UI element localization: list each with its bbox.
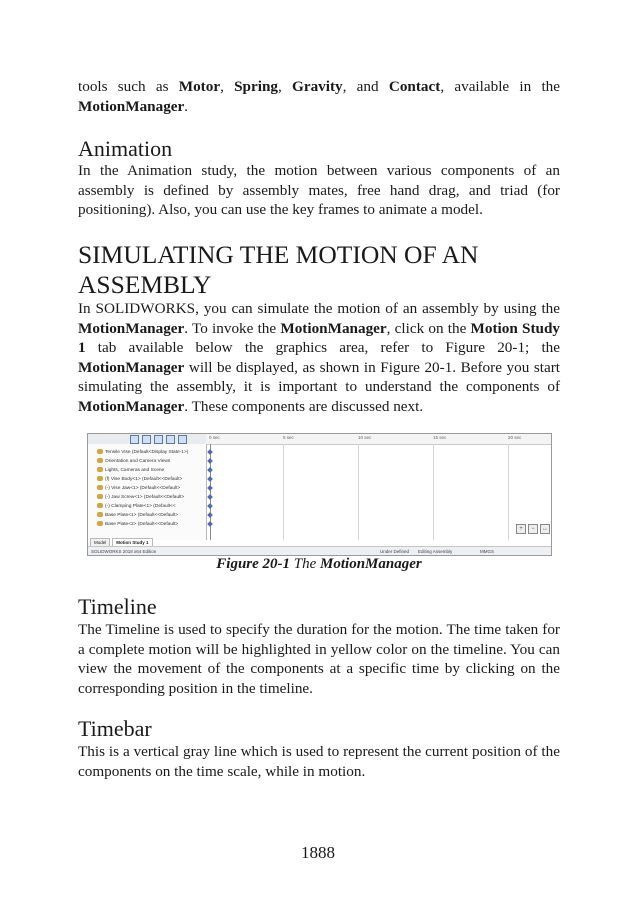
tree-row-label: Orientation and Camera Views xyxy=(105,459,171,464)
key-point[interactable] xyxy=(207,458,213,464)
part-icon xyxy=(97,494,103,499)
tree-row[interactable] xyxy=(92,484,180,493)
tree-row[interactable] xyxy=(92,475,182,484)
text-run: tools such as xyxy=(78,78,179,95)
tab-model[interactable]: Model xyxy=(90,538,110,548)
page-number: 1888 xyxy=(301,843,335,862)
time-tick-label: 20 sec xyxy=(508,435,522,440)
part-icon xyxy=(97,476,103,481)
tree-row-label: (f) Vise Body<1> (Default<<Default> xyxy=(105,477,183,482)
term-motion-study: Motion Study 1 xyxy=(78,319,560,357)
key-icon[interactable] xyxy=(154,435,163,444)
time-tick-label: 5 sec xyxy=(283,435,294,440)
text-run: . To invoke the xyxy=(184,319,281,337)
tree-row[interactable] xyxy=(92,520,178,529)
intro-paragraph xyxy=(78,77,560,116)
term-gravity: Gravity xyxy=(292,78,343,95)
tree-row[interactable] xyxy=(92,511,178,520)
timeline-gridline xyxy=(508,444,509,540)
tab-motion-study-1[interactable]: Motion Study 1 xyxy=(112,538,152,548)
part-icon xyxy=(97,485,103,490)
time-scale[interactable] xyxy=(206,434,551,445)
light-icon xyxy=(97,467,103,472)
heading-line: SIMULATING THE MOTION OF AN xyxy=(78,240,479,269)
timebar-paragraph: This is a vertical gray line which is used to represent the current position of the components on the time scale, while in motion. xyxy=(78,743,560,780)
settings-icon[interactable] xyxy=(166,435,175,444)
term-motionmanager: MotionManager xyxy=(280,319,387,337)
timebar-heading: Timebar xyxy=(78,716,152,741)
figure-caption xyxy=(78,556,560,573)
heading-line: ASSEMBLY xyxy=(78,270,212,299)
caption-text: The xyxy=(290,556,321,572)
tree-row-label: (-) Jaw Screw<1> (Default<<Default> xyxy=(105,495,185,500)
tree-row[interactable] xyxy=(92,466,164,475)
tree-row-label: Lights, Cameras and Scene xyxy=(105,468,165,473)
timeline-gridline xyxy=(358,444,359,540)
text-run: , xyxy=(220,78,235,95)
time-tick-label: 0 sec xyxy=(209,435,220,440)
text-run: , and xyxy=(342,78,389,95)
timeline-heading: Timeline xyxy=(78,594,157,619)
tree-row[interactable] xyxy=(92,502,176,511)
motionmanager-figure xyxy=(87,433,552,556)
key-point[interactable] xyxy=(207,494,213,500)
key-point[interactable] xyxy=(207,449,213,455)
tree-row-label: (-) Vise Jaw<1> (Default<<Default> xyxy=(105,486,181,491)
part-icon xyxy=(97,512,103,517)
section-paragraph xyxy=(78,299,560,417)
tree-row-label: Base Plate<1> (Default<<Default> xyxy=(105,513,179,518)
zoom-fit-icon[interactable]: ↔ xyxy=(542,526,548,532)
part-icon xyxy=(97,503,103,508)
tree-row[interactable] xyxy=(92,493,184,502)
timeline-paragraph: The Timeline is used to specify the duration for the motion. The time taken for a complete motion will be highlighted in yellow color on the timeline. You can view the movement of the components at a specific time by clicking on the corresponding position in the timeline. xyxy=(78,621,560,697)
status-defined: Under Defined xyxy=(380,549,410,554)
study-tabs xyxy=(88,538,153,546)
text-run: , available in the xyxy=(440,78,561,95)
tree-row[interactable] xyxy=(92,457,170,466)
key-point[interactable] xyxy=(207,503,213,509)
zoom-out-icon[interactable]: − xyxy=(528,524,538,534)
key-point[interactable] xyxy=(207,485,213,491)
part-icon xyxy=(97,521,103,526)
timeline-gridline xyxy=(433,444,434,540)
term-motionmanager: MotionManager xyxy=(78,97,185,115)
text-run: . These components are discussed next. xyxy=(184,397,424,415)
term-motionmanager: MotionManager xyxy=(78,397,185,415)
tree-row-label: (-) Clamping Plate<1> (Default<< xyxy=(105,504,176,509)
time-tick-label: 15 sec xyxy=(433,435,447,440)
caption-label: Figure 20-1 xyxy=(216,556,291,572)
text-run: tab available below the graphics area, refer to Figure 20-1; the xyxy=(85,339,560,357)
filter-icon[interactable] xyxy=(130,435,139,444)
filter-icon[interactable] xyxy=(178,435,187,444)
caption-title: MotionManager xyxy=(320,556,422,572)
status-editing: Editing Assembly xyxy=(418,549,453,554)
section-heading xyxy=(78,240,560,300)
zoom-in-icon[interactable]: + xyxy=(516,524,526,534)
key-point[interactable] xyxy=(207,521,213,527)
text-run: will be displayed, as shown in Figure 20-1. Before you start simulating the assembly, it is important to understand the components of xyxy=(78,358,560,396)
text-run: , xyxy=(278,78,293,95)
status-bar xyxy=(88,546,551,556)
term-spring: Spring xyxy=(234,78,278,95)
tree-row-label: Tensile Vise (Default<Display State-1>) xyxy=(105,450,189,455)
motionmanager-toolbar xyxy=(88,434,206,444)
timeline-gridline xyxy=(283,444,284,540)
text-run: In SOLIDWORKS, you can simulate the motion of an assembly by using the xyxy=(78,300,560,317)
term-motionmanager: MotionManager xyxy=(78,319,185,337)
term-contact: Contact xyxy=(388,78,441,95)
animation-heading: Animation xyxy=(78,136,173,161)
assembly-icon xyxy=(97,449,103,454)
camera-icon xyxy=(97,458,103,463)
key-point[interactable] xyxy=(207,512,213,518)
tree-row[interactable] xyxy=(92,448,188,457)
term-motor: Motor xyxy=(178,78,221,95)
animation-paragraph: In the Animation study, the motion between various components of an assembly is defined by assembly mates, free hand drag, and triad (for positioning). Also, you can use the key frames to animate a model. xyxy=(78,162,560,219)
status-app: SOLIDWORKS 2018 x64 Edition xyxy=(91,549,157,554)
key-point[interactable] xyxy=(207,476,213,482)
motion-feature-tree xyxy=(88,444,207,540)
term-motionmanager: MotionManager xyxy=(78,358,185,376)
key-point[interactable] xyxy=(207,467,213,473)
tree-row-label: Base Plate<2> (Default<<Default> xyxy=(105,522,179,527)
zoom-icon[interactable] xyxy=(142,435,151,444)
text-run: . xyxy=(184,97,189,115)
time-tick-label: 10 sec xyxy=(358,435,372,440)
units-selector[interactable]: MMGS xyxy=(480,549,494,554)
text-run: , click on the xyxy=(386,319,471,337)
